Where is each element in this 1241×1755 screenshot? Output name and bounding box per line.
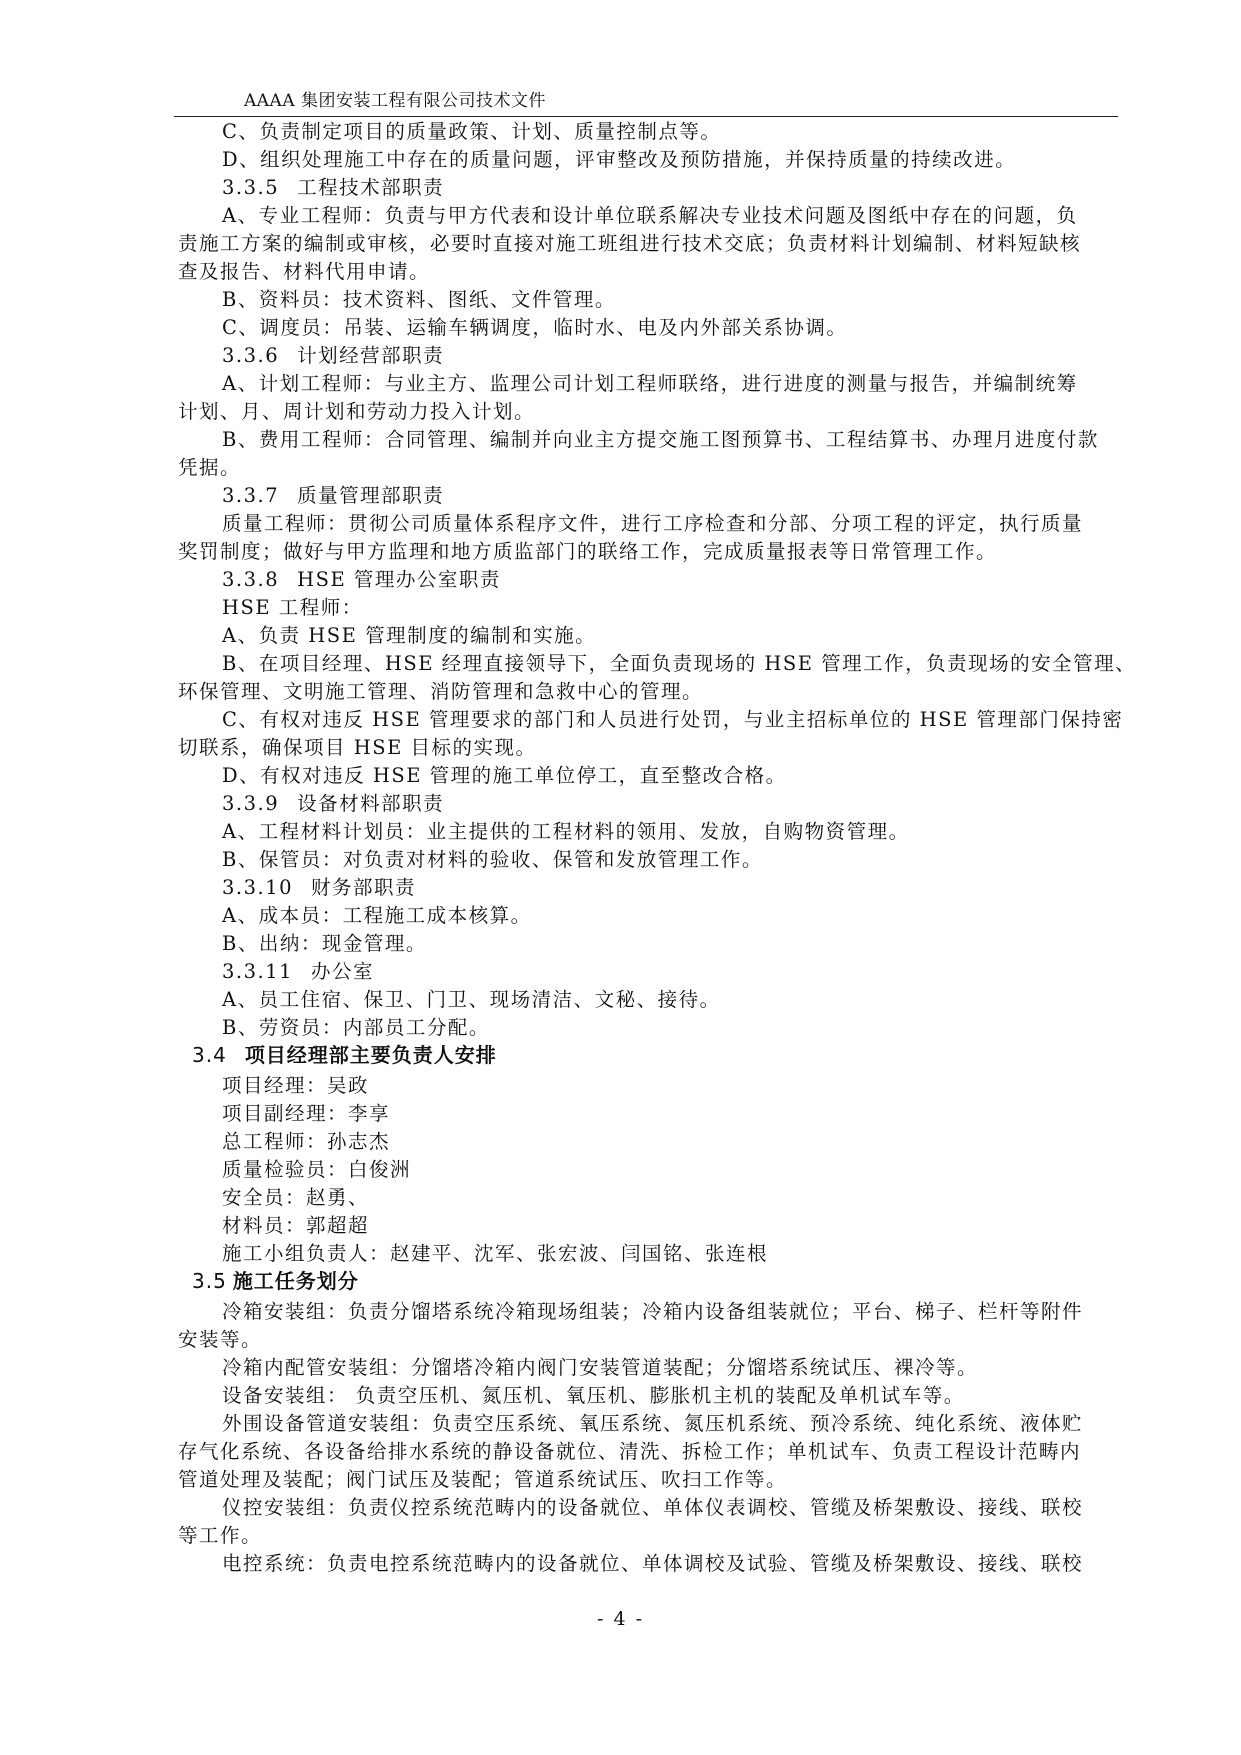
paragraph-line: A、员工住宿、保卫、门卫、现场清洁、文秘、接待。 [222, 988, 721, 1011]
subsection-title: HSE 管理办公室职责 [297, 568, 501, 591]
paragraph-line: 凭据。 [178, 456, 242, 479]
paragraph-line: A、专业工程师：负责与甲方代表和设计单位联系解决专业技术问题及图纸中存在的问题，负 [222, 204, 1078, 227]
paragraph-line: A、负责 HSE 管理制度的编制和实施。 [222, 624, 597, 647]
paragraph-line: 冷箱安装组：负责分馏塔系统冷箱现场组装；冷箱内设备组装就位；平台、梯子、栏杆等附件 [222, 1300, 1084, 1323]
paragraph-line: 切联系，确保项目 HSE 目标的实现。 [178, 736, 537, 759]
paragraph-line: 安装等。 [178, 1328, 263, 1351]
subsection-number: 3.3.9 [222, 792, 280, 815]
section-heading [192, 1041, 497, 1069]
paragraph-line: 总工程师：孙志杰 [222, 1130, 391, 1153]
subsection-heading [222, 174, 444, 202]
paragraph-line: 设备安装组： 负责空压机、氮压机、氧压机、膨胀机主机的装配及单机试车等。 [222, 1384, 965, 1407]
paragraph-line: A、成本员：工程施工成本核算。 [222, 904, 532, 927]
subsection-title: 计划经营部职责 [297, 344, 445, 367]
subsection-title: 设备材料部职责 [297, 792, 445, 815]
paragraph-line: B、在项目经理、HSE 经理直接领导下，全面负责现场的 HSE 管理工作，负责现场的安全管理、 [222, 652, 1137, 675]
paragraph-line: 管道处理及装配；阀门试压及装配；管道系统试压、吹扫工作等。 [178, 1468, 788, 1491]
subsection-number: 3.3.7 [222, 484, 280, 507]
subsection-number: 3.3.11 [222, 960, 294, 983]
paragraph-line: 责施工方案的编制或审核，必要时直接对施工班组进行技术交底；负责材料计划编制、材料短缺核 [178, 232, 1082, 255]
paragraph-line: 施工小组负责人：赵建平、沈军、张宏波、闫国铭、张连根 [222, 1242, 769, 1265]
paragraph-line: D、组织处理施工中存在的质量问题，评审整改及预防措施，并保持质量的持续改进。 [222, 148, 1017, 171]
paragraph-line: A、工程材料计划员：业主提供的工程材料的领用、发放，自购物资管理。 [222, 820, 910, 843]
paragraph-line: 冷箱内配管安装组：分馏塔冷箱内阀门安装管道装配；分馏塔系统试压、裸冷等。 [222, 1356, 979, 1379]
paragraph-line: 等工作。 [178, 1524, 263, 1547]
paragraph-line: 电控系统：负责电控系统范畴内的设备就位、单体调校及试验、管缆及桥架敷设、接线、联校 [222, 1552, 1084, 1575]
paragraph-line: A、计划工程师：与业主方、监理公司计划工程师联络，进行进度的测量与报告，并编制统筹 [222, 372, 1078, 395]
paragraph-line: 环保管理、文明施工管理、消防管理和急救中心的管理。 [178, 680, 704, 703]
paragraph-line: 存气化系统、各设备给排水系统的静设备就位、清洗、拆检工作；单机试车、负责工程设计范畴内 [178, 1440, 1082, 1463]
section-heading [192, 1267, 359, 1295]
paragraph-line: 外围设备管道安装组：负责空压系统、氧压系统、氮压机系统、预冷系统、纯化系统、液体贮 [222, 1412, 1084, 1435]
paragraph-line: 安全员：赵勇、 [222, 1186, 370, 1209]
header-title: AAAA 集团安装工程有限公司技术文件 [244, 91, 547, 111]
page-number: - 4 - [596, 1608, 644, 1630]
paragraph-line: 仪控安装组：负责仪控系统范畴内的设备就位、单体仪表调校、管缆及桥架敷设、接线、联校 [222, 1496, 1084, 1519]
subsection-title: 质量管理部职责 [297, 484, 445, 507]
paragraph-line: 质量检验员：白俊洲 [222, 1158, 412, 1181]
subsection-heading [222, 482, 444, 510]
subsection-title: 财务部职责 [311, 876, 417, 899]
subsection-number: 3.3.6 [222, 344, 280, 367]
paragraph-line: 质量工程师：贯彻公司质量体系程序文件，进行工序检查和分部、分项工程的评定，执行质量 [222, 512, 1084, 535]
section-number: 3.5 [192, 1269, 227, 1293]
paragraph-line: 奖罚制度；做好与甲方监理和地方质监部门的联络工作，完成质量报表等日常管理工作。 [178, 540, 998, 563]
subsection-heading [222, 958, 374, 986]
paragraph-line: B、费用工程师：合同管理、编制并向业主方提交施工图预算书、工程结算书、办理月进度付款 [222, 428, 1099, 451]
subsection-title: 办公室 [311, 960, 375, 983]
paragraph-line: 项目副经理：李享 [222, 1102, 391, 1125]
paragraph-line: C、有权对违反 HSE 管理要求的部门和人员进行处罚，与业主招标单位的 HSE 管理部门保持密 [222, 708, 1124, 731]
subsection-number: 3.3.10 [222, 876, 294, 899]
subsection-number: 3.3.8 [222, 568, 280, 591]
paragraph-line: C、调度员：吊装、运输车辆调度，临时水、电及内外部关系协调。 [222, 316, 848, 339]
paragraph-line: B、保管员：对负责对材料的验收、保管和发放管理工作。 [222, 848, 763, 871]
paragraph-line: 材料员：郭超超 [222, 1214, 370, 1237]
subsection-heading [222, 790, 444, 818]
paragraph-line: D、有权对违反 HSE 管理的施工单位停工，直至整改合格。 [222, 764, 787, 787]
paragraph-line: HSE 工程师： [222, 596, 363, 619]
paragraph-line: 查及报告、材料代用申请。 [178, 260, 431, 283]
subsection-heading [222, 342, 444, 370]
subsection-heading [222, 566, 501, 594]
section-title: 项目经理部主要负责人安排 [244, 1043, 497, 1067]
paragraph-line: B、出纳：现金管理。 [222, 932, 427, 955]
paragraph-line: B、资料员：技术资料、图纸、文件管理。 [222, 288, 616, 311]
paragraph-line: 项目经理：吴政 [222, 1074, 370, 1097]
paragraph-line: 计划、月、周计划和劳动力投入计划。 [178, 400, 536, 423]
section-title: 施工任务划分 [232, 1269, 359, 1293]
paragraph-line: B、劳资员：内部员工分配。 [222, 1016, 490, 1039]
subsection-title: 工程技术部职责 [297, 176, 445, 199]
paragraph-line: C、负责制定项目的质量政策、计划、质量控制点等。 [222, 120, 722, 143]
subsection-number: 3.3.5 [222, 176, 280, 199]
subsection-heading [222, 874, 416, 902]
section-number: 3.4 [192, 1043, 227, 1067]
